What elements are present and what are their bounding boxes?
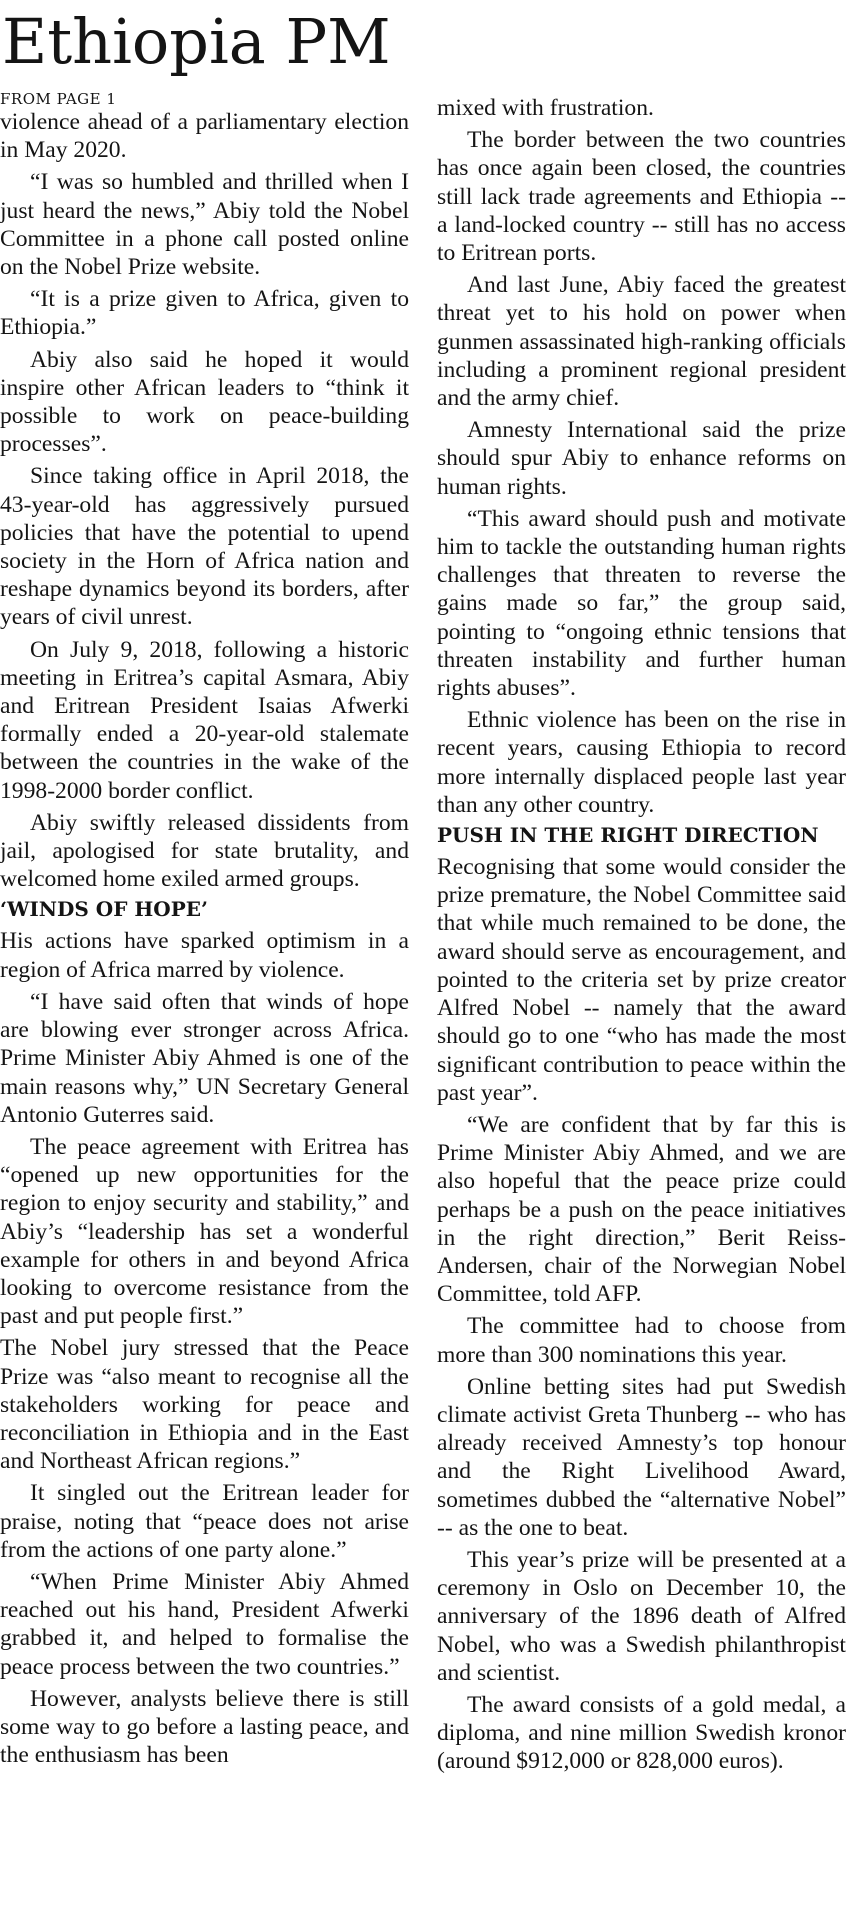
article-paragraph: Since taking office in April 2018, the 43-year-old has aggressively pursued policies that have the potential to upend society in the Horn of Africa nation and reshape dynamics beyond its borders, after years of civil unrest. [0,463,409,631]
article-paragraph: Abiy also said he hoped it would inspire other African leaders to “think it possible to work on peace-building processes”. [0,346,409,458]
article-paragraph: It singled out the Eritrean leader for praise, noting that “peace does not arise from the actions of one party alone.” [0,1480,409,1563]
article-paragraph: “I have said often that winds of hope are blowing ever stronger across Africa. Prime Minister Abiy Ahmed is one of the main reasons why,” UN Secretary General Antonio Guterres said. [0,988,409,1128]
column-left-body [0,108,409,1769]
article-paragraph: violence ahead of a parliamentary election in May 2020. [0,109,409,164]
column-right-body [437,94,846,1776]
article-paragraph: Online betting sites had put Swedish climate activist Greta Thunberg -- who has already received Amnesty’s top honour and the Right Livelihood Award, sometimes dubbed the “alternative Nobel” -- as the one to beat. [437,1373,846,1541]
section-subhead: PUSH IN THE RIGHT DIRECTION [437,823,819,848]
article-paragraph: “It is a prize given to Africa, given to Ethiopia.” [0,286,409,341]
article-paragraph: The Nobel jury stressed that the Peace Prize was “also meant to recognise all the stakeholders working for peace and reconciliation in Ethiopia and in the East and Northeast African regions.” [0,1335,409,1475]
article-paragraph: Abiy swiftly released dissidents from jail, apologised for state brutality, and welcomed home exiled armed groups. [0,809,409,893]
article-column-right [437,94,846,1776]
article-paragraph: On July 9, 2018, following a historic meeting in Eritrea’s capital Asmara, Abiy and Eritrean President Isaias Afwerki formally ended a 20-year-old stalemate between the countries in the wake of the 1998-2000 border conflict. [0,636,409,804]
article-paragraph: “We are confident that by far this is Prime Minister Abiy Ahmed, and we are also hopeful that the peace prize could perhaps be a push on the peace initiatives in the right direction,” Berit Reiss-Andersen, chair of the Norwegian Nobel Committee, told AFP. [437,1111,846,1308]
section-subhead: ‘WINDS OF HOPE’ [0,897,208,922]
headline: Ethiopia PM [2,5,391,78]
article-paragraph: And last June, Abiy faced the greatest threat yet to his hold on power when gunmen assassinated high-ranking officials including a prominent regional president and the army chief. [437,272,846,412]
article-column-left [0,90,409,1769]
article-paragraph: “This award should push and motivate him to tackle the outstanding human rights challenges that threaten to reverse the gains made so far,” the group said, pointing to “ongoing ethnic tensions that threaten instability and further human rights abuses”. [437,505,846,702]
article-paragraph: This year’s prize will be presented at a ceremony in Oslo on December 10, the anniversary of the 1896 death of Alfred Nobel, who was a Swedish philanthropist and scientist. [437,1546,846,1686]
article-paragraph: Amnesty International said the prize should spur Abiy to enhance reforms on human rights. [437,417,846,500]
article-paragraph: mixed with frustration. [437,95,654,121]
article-paragraph: Recognising that some would consider the prize premature, the Nobel Committee said that while much remained to be done, the award should serve as encouragement, and pointed to the criteria set by prize creator Alfred Nobel -- namely that the award should go to one “who has made the most significant contribution to peace within the past year”. [437,854,846,1106]
article-paragraph: The award consists of a gold medal, a diploma, and nine million Swedish kronor (around $912,000 or 828,000 euros). [437,1691,846,1775]
article-paragraph: Ethnic violence has been on the rise in recent years, causing Ethiopia to record more internally displaced people last year than any other country. [437,707,846,818]
article-paragraph: The peace agreement with Eritrea has “opened up new opportunities for the region to enjoy security and stability,” and Abiy’s “leadership has set a wonderful example for others in and beyond Africa looking to overcome resistance from the past and put people first.” [0,1133,409,1330]
continuation-kicker: FROM PAGE 1 [0,90,117,108]
article-paragraph: “I was so humbled and thrilled when I just heard the news,” Abiy told the Nobel Committee in a phone call posted online on the Nobel Prize website. [0,169,409,281]
article-paragraph: However, analysts believe there is still some way to go before a lasting peace, and the enthusiasm has been [0,1685,409,1769]
article-paragraph: The committee had to choose from more than 300 nominations this year. [437,1313,846,1368]
article-paragraph: “When Prime Minister Abiy Ahmed reached out his hand, President Afwerki grabbed it, and helped to formalise the peace process between the two countries.” [0,1568,409,1680]
article-paragraph: The border between the two countries has once again been closed, the countries still lack trade agreements and Ethiopia -- a land-locked country -- still has no access to Eritrean ports. [437,127,846,267]
article-paragraph: His actions have sparked optimism in a region of Africa marred by violence. [0,928,409,983]
